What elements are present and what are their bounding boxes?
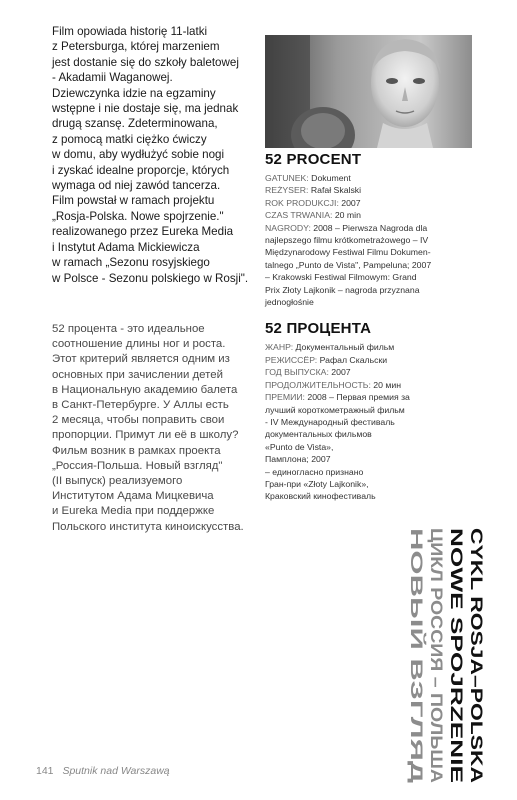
- awards-text: najlepszego filmu krótkometrażowego – IV: [265, 235, 429, 246]
- credit-row: [265, 366, 479, 378]
- awards-label: NAGRODY:: [265, 222, 311, 233]
- credit-label: ЖАНР:: [265, 342, 294, 353]
- vertical-title-line: CYKL ROSJA–POLSKA: [467, 528, 486, 718]
- text-line: „Россия-Польша. Новый взгляд": [52, 459, 223, 472]
- text-line: wstępne i nie dostaje się, ma jednak: [52, 102, 239, 116]
- film-still-photo: [265, 35, 472, 148]
- text-line: Film opowiada historię 11-latki: [52, 25, 208, 38]
- credit-value: 2007: [338, 197, 361, 208]
- credit-value: 20 min: [332, 210, 361, 221]
- awards-text: документальных фильмов: [265, 429, 372, 440]
- awards-line: [265, 222, 479, 234]
- credit-label: ГОД ВЫПУСКА:: [265, 367, 329, 378]
- text-line: Этот критерий является одним из: [52, 353, 230, 366]
- awards-text: - IV Международный фестиваль: [265, 416, 395, 427]
- credit-row: [265, 172, 479, 184]
- left-column: [52, 24, 252, 535]
- text-line: Польского института киноискусства.: [52, 520, 244, 533]
- film-still-image: [265, 35, 472, 148]
- awards-line: [265, 404, 479, 416]
- text-line: Фильм возник в рамках проекта: [52, 444, 221, 457]
- text-line: пропорции. Примут ли её в школу?: [52, 429, 239, 442]
- awards-text: «Punto de Vista»,: [265, 441, 334, 452]
- credit-row: [265, 379, 479, 391]
- publication-title: Sputnik nad Warszawą: [62, 765, 170, 777]
- awards-text: talnego „Punto de Vista", Pampeluna; 2007: [265, 259, 432, 270]
- text-line: w domu, aby wydłużyć sobie nogi: [52, 148, 225, 162]
- text-line: (II выпуск) реализуемого: [52, 474, 183, 487]
- credit-value: 20 мин: [370, 379, 401, 390]
- text-line: в Национальную академию балета: [52, 383, 238, 396]
- awards-text: Памплона; 2007: [265, 454, 331, 465]
- text-line: drugą szansę. Zdeterminowana,: [52, 117, 218, 131]
- text-line: w ramach „Sezonu rosyjskiego: [52, 256, 210, 270]
- awards-line: [265, 441, 479, 453]
- text-line: z Petersburga, której marzeniem: [52, 40, 220, 54]
- vertical-title-line: НОВЫЙ ВЗГЛЯД: [407, 528, 426, 668]
- awards-text: Гран-при «Złoty Lajkonik»,: [265, 478, 369, 489]
- vertical-title-line: NOWE SPOJRZENIE: [447, 528, 466, 694]
- awards-label: ПРЕМИИ:: [265, 392, 305, 403]
- credit-label: ПРОДОЛЖИТЕЛЬНОСТЬ:: [265, 379, 371, 390]
- credit-label: CZAS TRWANIA:: [265, 210, 333, 221]
- polish-film-title: 52 PROCENT: [265, 151, 362, 168]
- text-line: jest dostanie się do szkoły baletowej: [52, 55, 239, 69]
- text-line: realizowanego przez Eureka Media: [52, 225, 234, 239]
- credit-value: Рафал Скальски: [317, 354, 388, 365]
- text-line: Dziewczynka idzie na egzaminy: [52, 86, 216, 100]
- credit-label: ROK PRODUKCJI:: [265, 197, 339, 208]
- text-line: „Rosja-Polska. Nowe spojrzenie.": [52, 209, 224, 223]
- polish-film-credits: [265, 172, 479, 308]
- text-line: в Санкт-Петербурге. У Аллы есть: [52, 398, 229, 411]
- awards-line: [265, 391, 479, 403]
- vertical-title-line: ЦИКЛ РОССИЯ – ПОЛЬША: [427, 528, 446, 751]
- vertical-title-svg: [401, 526, 486, 786]
- credit-label: GATUNEK:: [265, 173, 309, 183]
- page-number: 141: [36, 765, 54, 777]
- awards-line: [265, 259, 479, 271]
- text-line: - Akadamii Waganowej.: [52, 71, 173, 85]
- credit-row: [265, 341, 479, 353]
- russian-film-title: 52 ПРОЦЕНТА: [265, 320, 372, 338]
- text-line: соотношение длины ног и роста.: [52, 338, 226, 351]
- credit-row: [265, 209, 479, 221]
- text-line: w Polsce - Sezonu polskiego w Rosji".: [52, 271, 249, 285]
- awards-text: – Krakowski Festiwal Filmowym: Grand: [265, 272, 417, 283]
- text-line: i Instytut Adama Mickiewicza: [52, 240, 200, 254]
- credit-value: Rafał Skalski: [308, 185, 362, 196]
- text-line: и Eureka Media при поддержке: [52, 505, 215, 518]
- credit-value: 2007: [328, 367, 351, 378]
- credit-label: REŻYSER:: [265, 185, 309, 196]
- awards-line: [265, 246, 479, 258]
- russian-synopsis: [52, 322, 252, 535]
- credit-value: Dokument: [308, 173, 351, 183]
- awards-line: [265, 296, 479, 308]
- awards-line: [265, 466, 479, 478]
- text-line: основных при зачислении детей: [52, 368, 223, 381]
- right-column: [265, 151, 479, 503]
- credit-label: РЕЖИССЁР:: [265, 354, 318, 365]
- russian-film-credits: [265, 341, 479, 502]
- text-line: wymaga od niej zawód tancerza.: [52, 179, 221, 193]
- credit-row: [265, 184, 479, 196]
- page-footer: [36, 765, 170, 777]
- awards-line: [265, 453, 479, 465]
- awards-line: [265, 284, 479, 296]
- polish-synopsis: [52, 24, 252, 286]
- awards-line: [265, 478, 479, 490]
- awards-text: лучший короткометражный фильм: [265, 404, 405, 415]
- awards-text: Краковский кинофестиваль: [265, 491, 376, 502]
- text-line: i zyskać idealne proporcje, których: [52, 163, 230, 177]
- awards-line: [265, 490, 479, 502]
- text-line: 52 процента - это идеальное: [52, 322, 205, 335]
- awards-text: Międzynarodowy Festiwal Filmu Dokumen-: [265, 247, 431, 258]
- awards-line: [265, 428, 479, 440]
- text-line: Институтом Адама Мицкевича: [52, 490, 214, 503]
- awards-line: [265, 234, 479, 246]
- awards-text: 2008 – Первая премия за: [304, 392, 410, 403]
- credit-row: [265, 354, 479, 366]
- text-line: Film powstał w ramach projektu: [52, 194, 215, 208]
- awards-text: Prix Złoty Lajkonik – nagroda przyznana: [265, 284, 420, 295]
- text-line: 2 месяца, чтобы поправить свои: [52, 414, 225, 427]
- awards-text: 2008 – Pierwsza Nagroda dla: [310, 222, 428, 233]
- awards-text: jednogłośnie: [265, 297, 314, 308]
- vertical-series-title: [401, 526, 486, 786]
- credit-value: Документальный фильм: [293, 342, 395, 353]
- awards-line: [265, 271, 479, 283]
- credit-row: [265, 197, 479, 209]
- awards-line: [265, 416, 479, 428]
- text-line: z pomocą matki ciężko ćwiczy: [52, 132, 207, 146]
- awards-text: – единогласно признано: [265, 466, 364, 477]
